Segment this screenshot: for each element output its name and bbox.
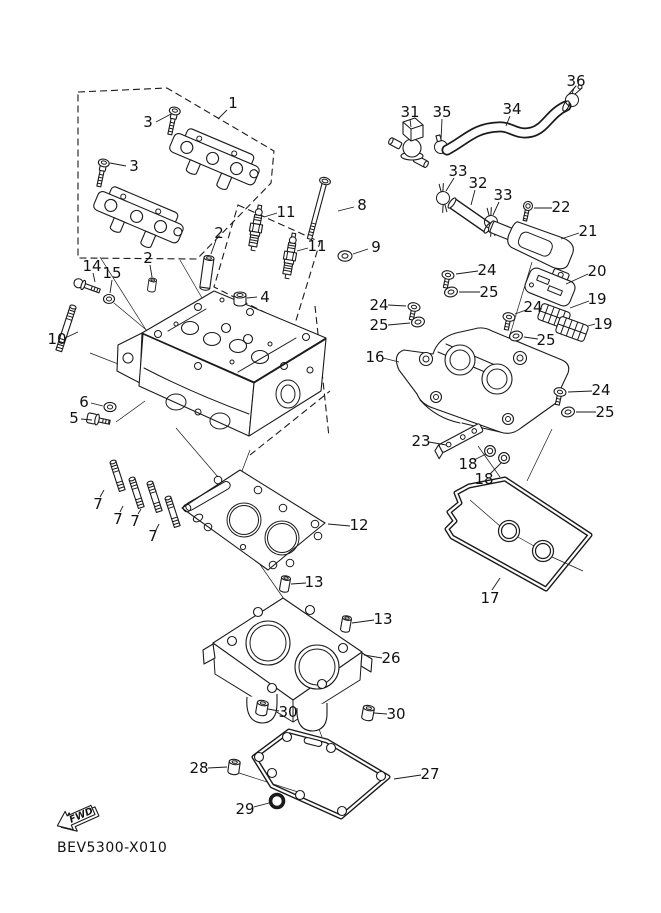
part-cylinder-head <box>117 291 326 436</box>
part-retainer-15 <box>104 295 115 304</box>
leader-line-24 <box>568 391 592 392</box>
part-damper-30 <box>361 705 374 722</box>
part-bolt-14 <box>73 277 102 295</box>
leader-line-28 <box>208 767 227 768</box>
part-stud-7 <box>147 480 163 512</box>
part-callout-29: 29 <box>235 800 255 818</box>
part-callout-22: 22 <box>551 198 571 216</box>
part-callout-24: 24 <box>477 261 497 279</box>
part-damper-30 <box>255 700 268 717</box>
callout-layer <box>47 72 614 818</box>
part-callout-35: 35 <box>432 103 452 121</box>
part-callout-31: 31 <box>400 103 420 121</box>
part-callout-32: 32 <box>468 174 488 192</box>
part-stud-7 <box>110 459 126 491</box>
part-callout-3: 3 <box>143 113 153 131</box>
leader-line-3 <box>110 163 126 166</box>
part-callout-14: 14 <box>82 257 102 275</box>
part-callout-12: 12 <box>349 516 369 534</box>
part-dowel-13 <box>279 575 291 593</box>
leader-line-19 <box>570 301 589 308</box>
leader-line-3 <box>156 114 171 122</box>
leader-line-35 <box>441 119 442 140</box>
part-dowel-28 <box>227 759 240 776</box>
leader-line-27 <box>394 775 421 779</box>
part-callout-5: 5 <box>69 409 79 427</box>
part-callout-25: 25 <box>595 403 615 421</box>
part-callout-16: 16 <box>365 348 385 366</box>
part-callout-36: 36 <box>566 72 586 90</box>
part-callout-4: 4 <box>260 288 270 306</box>
part-callout-24: 24 <box>591 381 611 399</box>
part-bracket-23 <box>433 423 485 458</box>
part-callout-25: 25 <box>536 331 556 349</box>
part-callout-28: 28 <box>189 759 209 777</box>
part-callout-27: 27 <box>420 765 440 783</box>
part-bolt-3 <box>164 106 181 135</box>
part-grommet-25 <box>561 406 576 418</box>
leader-line-32 <box>471 190 475 205</box>
part-bolt-24 <box>439 270 454 289</box>
part-callout-26: 26 <box>381 649 401 667</box>
part-bolt-24 <box>500 312 515 331</box>
part-washer-9 <box>338 251 352 261</box>
part-callout-1: 1 <box>228 94 238 112</box>
part-callout-9: 9 <box>371 238 381 256</box>
part-callout-11: 11 <box>307 237 327 255</box>
part-o-ring <box>271 795 284 808</box>
part-grommet-18 <box>499 453 510 464</box>
leader-line-24 <box>388 305 406 306</box>
part-head-gasket <box>182 470 325 570</box>
part-bolt-3 <box>93 158 110 187</box>
part-stud-7 <box>129 476 145 508</box>
leader-line-1 <box>218 110 227 119</box>
part-dowel-13 <box>340 615 352 633</box>
part-callout-19: 19 <box>593 315 613 333</box>
part-callout-19: 19 <box>587 290 607 308</box>
part-callout-33: 33 <box>448 162 468 180</box>
part-stud-7 <box>165 495 181 527</box>
part-pipe-32 <box>447 197 493 234</box>
part-callout-30: 30 <box>278 703 298 721</box>
leader-line-13 <box>352 620 374 623</box>
part-callout-21: 21 <box>578 222 598 240</box>
part-bolt-8 <box>304 176 331 240</box>
part-rocker-assembly-1 <box>163 124 265 200</box>
part-callout-34: 34 <box>502 100 522 118</box>
part-callout-25: 25 <box>369 316 389 334</box>
leader-line-9 <box>353 249 368 254</box>
leader-line-25 <box>388 323 410 325</box>
diagram-code: BEV5300-X010 <box>57 840 168 856</box>
part-callout-23: 23 <box>411 432 431 450</box>
part-cover-gasket-17 <box>447 479 590 589</box>
part-cylinder-gasket <box>254 731 388 817</box>
part-clamp-19 <box>555 316 589 342</box>
part-callout-7: 7 <box>148 527 158 545</box>
part-callout-18: 18 <box>474 470 494 488</box>
part-spark-plug-11 <box>246 204 266 251</box>
leader-line-11 <box>264 213 277 217</box>
part-callout-2: 2 <box>143 249 153 267</box>
leader-line-29 <box>254 803 269 807</box>
part-callout-13: 13 <box>304 573 324 591</box>
part-washer-6 <box>104 402 116 411</box>
leader-line-8 <box>338 207 354 211</box>
leader-line-12 <box>328 524 350 526</box>
part-callout-20: 20 <box>587 262 607 280</box>
part-valve-guide-2 <box>200 255 215 291</box>
part-callout-8: 8 <box>357 196 367 214</box>
part-callout-18: 18 <box>458 455 478 473</box>
part-callout-11: 11 <box>276 203 296 221</box>
part-callout-15: 15 <box>102 264 122 282</box>
part-callout-25: 25 <box>479 283 499 301</box>
part-callout-13: 13 <box>373 610 393 628</box>
part-spark-plug-11 <box>280 232 300 279</box>
leader-line-4 <box>247 297 257 298</box>
part-callout-10: 10 <box>47 330 67 348</box>
part-callout-24: 24 <box>523 298 543 316</box>
part-callout-17: 17 <box>480 589 500 607</box>
part-valve-guide-2 <box>147 278 157 293</box>
leader-line-11 <box>297 248 308 251</box>
part-callout-24: 24 <box>369 296 389 314</box>
part-callout-7: 7 <box>130 512 140 530</box>
part-cap-4 <box>234 292 246 306</box>
part-callout-7: 7 <box>93 495 103 513</box>
leader-line-21 <box>561 233 579 239</box>
part-callout-30: 30 <box>386 705 406 723</box>
leader-line-24 <box>456 271 478 274</box>
leader-line-6 <box>91 403 103 406</box>
part-callout-3: 3 <box>129 157 139 175</box>
fwd-label: FWD <box>67 805 95 826</box>
fwd-marker <box>53 800 101 838</box>
leader-line-2 <box>211 240 216 254</box>
part-callout-2: 2 <box>214 224 224 242</box>
part-callout-33: 33 <box>493 186 513 204</box>
part-callout-7: 7 <box>113 510 123 528</box>
part-callout-6: 6 <box>79 393 89 411</box>
part-screw-22 <box>520 201 533 222</box>
part-rocker-assembly-1 <box>87 182 189 258</box>
part-air-cut-valve-31 <box>386 118 431 168</box>
part-grommet-18 <box>485 446 496 457</box>
leader-line-30 <box>374 713 387 714</box>
